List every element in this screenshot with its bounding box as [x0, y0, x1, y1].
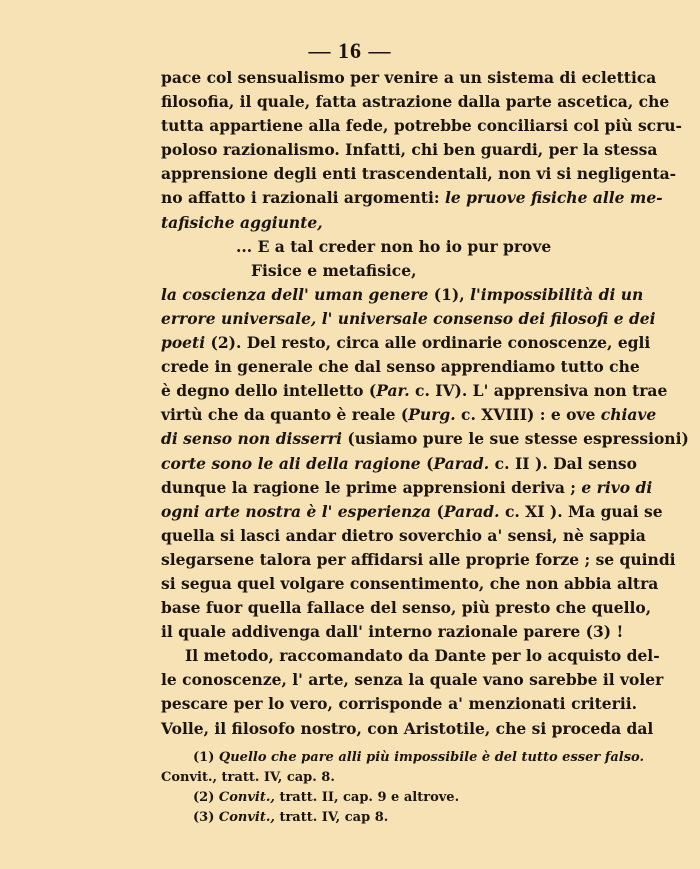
text-line: la coscienza dell' uman genere (1), l'impossibilità di un	[161, 284, 644, 304]
text-line: apprensione degli enti trascendentali, non vi si negligenta-	[161, 164, 677, 184]
text-line: di senso non disserri (usiamo pure le sue stesse espressioni)	[161, 429, 689, 449]
footnotes	[161, 748, 644, 828]
text-line: no affatto i razionali argomenti: le pruove fisiche alle me-	[161, 188, 663, 208]
text-line: è degno dello intelletto (Par. c. IV). L' apprensiva non trae	[161, 381, 668, 401]
quote-line: ... E a tal creder non ho io pur prove	[236, 236, 552, 256]
text-line: pescare per lo vero, corrisponde a' menzionati criterii.	[161, 694, 637, 714]
text-line: quella si lasci andar dietro soverchio a' sensi, nè sappia	[161, 525, 646, 545]
text-line: crede in generale che dal senso apprendiamo tutto che	[161, 357, 640, 377]
paragraph-start-line: Il metodo, raccomandato da Dante per lo acquisto del-	[185, 646, 660, 666]
text-line: le conoscenze, l' arte, senza la quale vano sarebbe il voler	[161, 670, 664, 690]
body-text	[161, 66, 689, 741]
text-line: slegarsene talora per affidarsi alle proprie forze ; se quindi	[161, 549, 676, 569]
page-number: — 16 —	[308, 38, 392, 63]
text-line: tafisiche aggiunte,	[161, 212, 323, 232]
text-line: corte sono le ali della ragione (Parad. c. II ). Dal senso	[161, 453, 637, 473]
footnote-2: (2) Convit., tratt. II, cap. 9 e altrove.	[193, 790, 460, 805]
text-line: errore universale, l' universale consenso dei filosofi e dei	[161, 308, 656, 328]
text-line: filosofia, il quale, fatta astrazione dalla parte ascetica, che	[161, 92, 670, 112]
text-line: si segua quel volgare consentimento, che non abbia altra	[161, 573, 659, 593]
footnote-1-source: Convit., tratt. IV, cap. 8.	[161, 770, 335, 785]
text-line: tutta appartiene alla fede, potrebbe conciliarsi col più scru-	[161, 116, 682, 136]
text-line: base fuor quella fallace del senso, più presto che quello,	[161, 598, 652, 618]
text-line: poeti (2). Del resto, circa alle ordinarie conoscenze, egli	[161, 333, 651, 353]
quote-line: Fisice e metafisice,	[251, 260, 417, 280]
text-line: virtù che da quanto è reale (Purg. c. XVIII) : e ove chiave	[161, 405, 657, 425]
text-line: Volle, il filosofo nostro, con Aristotile, che si proceda dal	[161, 718, 654, 738]
text-line: poloso razionalismo. Infatti, chi ben guardi, per la stessa	[161, 140, 658, 160]
text-line: pace col sensualismo per venire a un sistema di eclettica	[161, 68, 657, 87]
text-line: il quale addivenga dall' interno razionale parere (3) !	[161, 622, 624, 642]
footnote-1: (1) Quello che pare alli più impossibile è del tutto esser falso.	[193, 750, 644, 765]
text-line: dunque la ragione le prime apprensioni deriva ; e rivo di	[161, 477, 653, 497]
text-line: ogni arte nostra è l' esperienza (Parad. c. XI ). Ma guai se	[161, 501, 663, 521]
footnote-3: (3) Convit., tratt. IV, cap 8.	[193, 810, 389, 825]
